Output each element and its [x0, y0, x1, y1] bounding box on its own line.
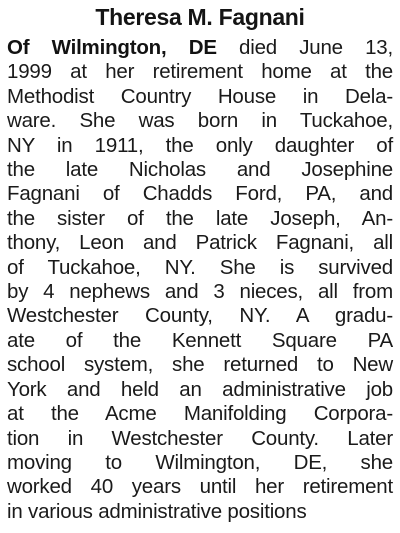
- body-line: thony, Leon and Patrick Fagnani, all: [7, 231, 393, 255]
- body-line: worked 40 years until her retirement: [7, 475, 393, 499]
- body-line: tion in Westchester County. Later: [7, 426, 393, 450]
- body-line: NY in 1911, the only daughter of: [7, 133, 393, 157]
- body-line: at the Acme Manifolding Corpora-: [7, 402, 393, 426]
- obituary-name-heading: Theresa M. Fagnani: [95, 4, 305, 30]
- body-line-1-text: died June 13,: [216, 36, 394, 59]
- body-line: moving to Wilmington, DE, she: [7, 450, 393, 474]
- body-line: ware. She was born in Tuckahoe,: [7, 109, 393, 133]
- body-line: by 4 nephews and 3 nieces, all from: [7, 280, 393, 304]
- body-line: York and held an administrative job: [7, 377, 393, 401]
- body-line-1: [7, 36, 393, 60]
- body-line: the sister of the late Joseph, An-: [7, 206, 393, 230]
- body-line: the late Nicholas and Josephine: [7, 158, 393, 182]
- obituary-body: [7, 36, 393, 524]
- body-line: Fagnani of Chadds Ford, PA, and: [7, 182, 393, 206]
- body-line: 1999 at her retirement home at the: [7, 60, 393, 84]
- body-line: in various administrative positions: [7, 499, 307, 523]
- body-line: school system, she returned to New: [7, 353, 393, 377]
- location-lead: Of Wilmington, DE: [7, 36, 217, 59]
- body-line: Westchester County, NY. A gradu-: [7, 304, 393, 328]
- body-line: of Tuckahoe, NY. She is survived: [7, 255, 393, 279]
- body-line: Methodist Country House in Dela-: [7, 84, 393, 108]
- body-line: ate of the Kennett Square PA: [7, 328, 393, 352]
